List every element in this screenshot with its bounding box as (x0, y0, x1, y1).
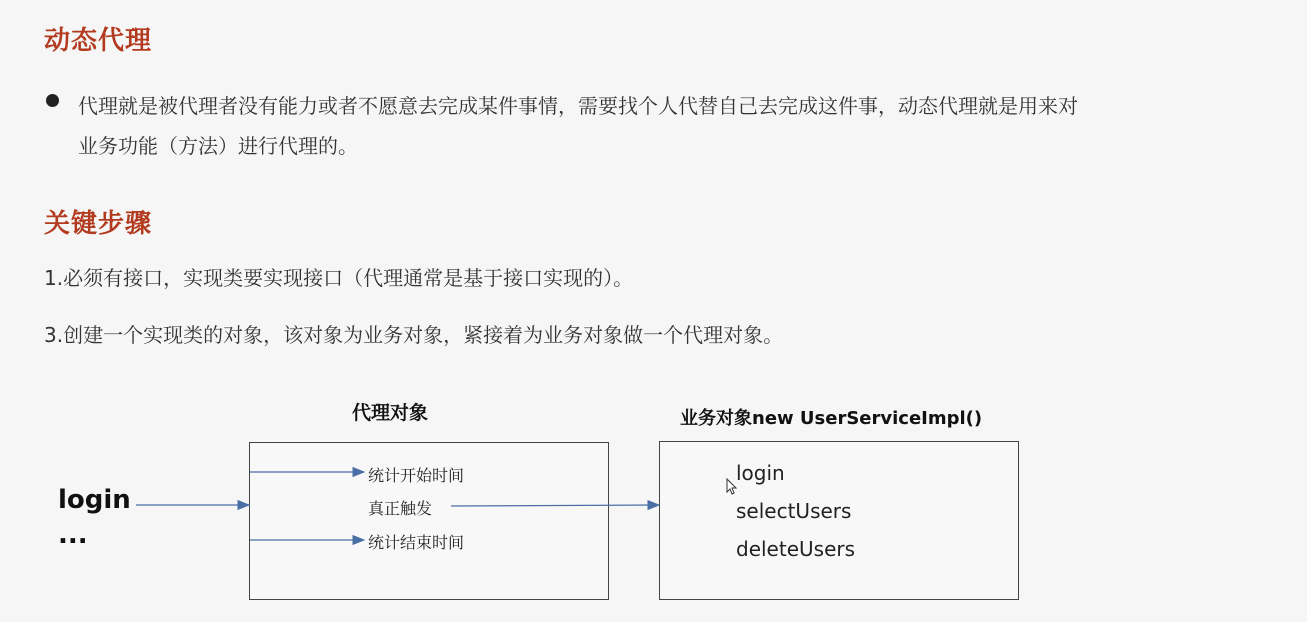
proxy-step-end-time: 统计结束时间 (368, 533, 465, 552)
business-method-select-users: selectUsers (736, 499, 852, 523)
bullet-text-line2: 业务功能（方法）进行代理的。 (78, 134, 358, 158)
arrow-proxy-to-business (451, 505, 659, 506)
proxy-step-real-trigger: 真正触发 (368, 499, 433, 518)
step-3-text: 3.创建一个实现类的对象，该对象为业务对象，紧接着为业务对象做一个代理对象。 (44, 323, 784, 347)
section-title-key-steps: 关键步骤 (44, 209, 153, 239)
caller-more-label: ... (58, 520, 88, 550)
caller-login-label: login (58, 485, 131, 515)
business-method-delete-users: deleteUsers (736, 537, 856, 561)
step-1-text: 1.必须有接口，实现类要实现接口（代理通常是基于接口实现的）。 (44, 266, 634, 290)
proxy-object-title: 代理对象 (352, 402, 429, 424)
business-object-title: 业务对象new UserServiceImpl() (680, 408, 983, 429)
section-title-dynamic-proxy: 动态代理 (44, 26, 153, 56)
bullet-text-line1: 代理就是被代理者没有能力或者不愿意去完成某件事情，需要找个人代替自己去完成这件事，动态代理就是用来对 (78, 94, 1078, 118)
business-method-login: login (736, 461, 785, 485)
proxy-step-start-time: 统计开始时间 (368, 466, 465, 485)
mouse-cursor-icon (726, 478, 738, 496)
